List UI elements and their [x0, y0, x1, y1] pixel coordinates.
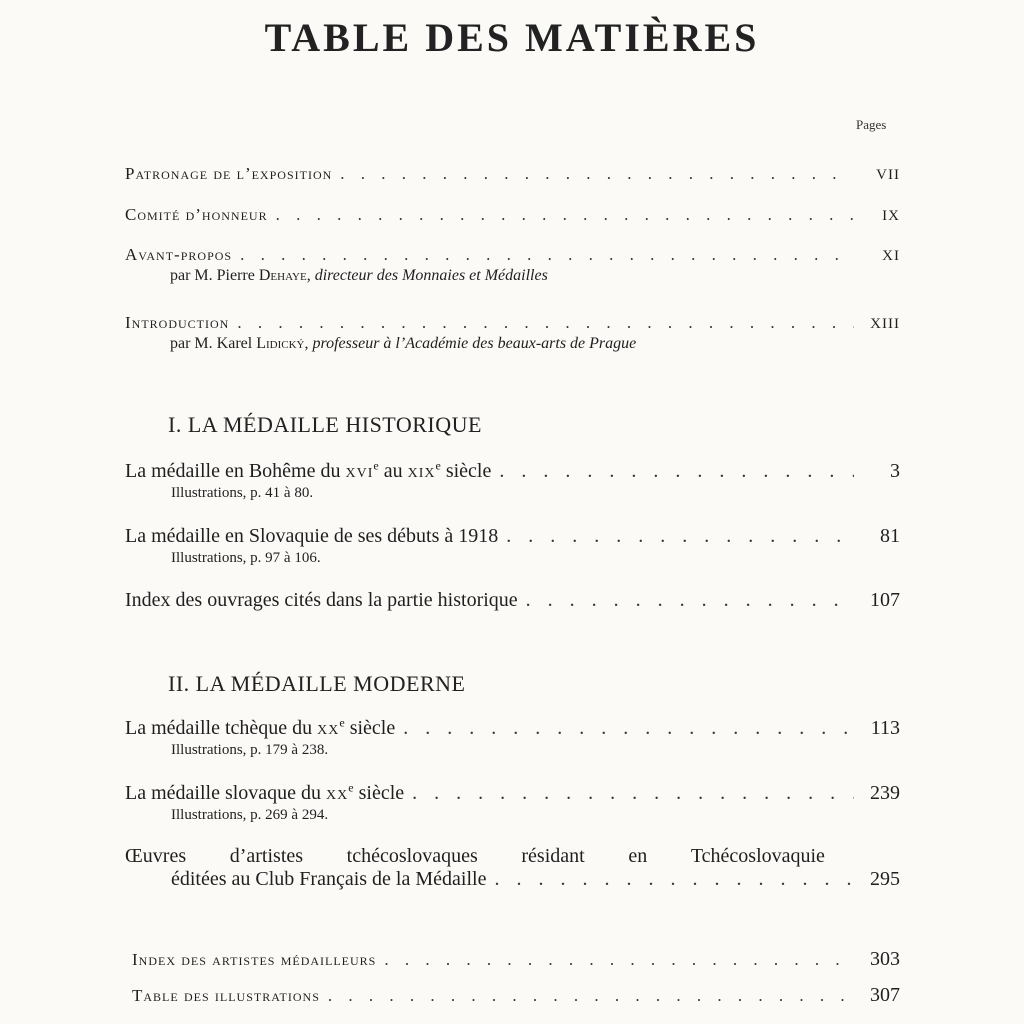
leader-dots: [340, 164, 854, 184]
toc-entry-slovaquie[interactable]: [125, 525, 900, 567]
toc-entry-author: [170, 335, 900, 353]
toc-page-number: 113: [870, 717, 900, 739]
author-name: Dehaye: [258, 267, 307, 284]
word: résidant: [521, 845, 585, 867]
toc-entry-label: Table des illustrations: [132, 986, 320, 1005]
superscript: e: [339, 715, 345, 730]
century-numeral: xx: [326, 782, 349, 804]
toc-entry-label: Patronage de l’exposition: [125, 164, 333, 183]
superscript: e: [348, 780, 354, 795]
leader-dots: [384, 950, 854, 970]
toc-entry-label: La médaille en Slovaquie de ses débuts à 1918: [125, 525, 499, 547]
toc-entry-tcheque[interactable]: [125, 717, 900, 759]
superscript: e: [373, 458, 379, 473]
toc-entry-label-line2: éditées au Club Français de la Médaille: [171, 868, 487, 890]
label-part: La médaille tchèque du: [125, 717, 318, 739]
illustrations-ref: Illustrations, p. 41 à 80.: [171, 485, 314, 501]
word: d’artistes: [229, 845, 304, 867]
leader-dots: [237, 313, 854, 333]
toc-entry-slovaque[interactable]: [125, 782, 900, 824]
toc-page-number: 107: [870, 589, 900, 611]
illustrations-ref: Illustrations, p. 179 à 238.: [171, 742, 329, 758]
label-part: siècle: [344, 717, 396, 739]
toc-entry-index-ouvrages[interactable]: [125, 589, 900, 612]
toc-page-number: XIII: [870, 316, 900, 332]
toc-entry-label: Comité d’honneur: [125, 205, 268, 224]
toc-entry-label: [125, 717, 395, 740]
toc-entry-avant-propos[interactable]: [125, 245, 900, 285]
leader-dots: [499, 460, 854, 483]
word: en: [628, 845, 648, 867]
toc-page-number: IX: [882, 208, 900, 224]
section-heading-moderne: II. LA MÉDAILLE MODERNE: [168, 671, 466, 696]
toc-entry-comite[interactable]: [125, 205, 900, 225]
illustrations-ref: Illustrations, p. 97 à 106.: [171, 550, 321, 566]
toc-entry-table-illustrations[interactable]: [132, 984, 900, 1007]
toc-entry-label: Index des artistes médailleurs: [132, 950, 377, 969]
toc-entry-index-artistes[interactable]: [132, 948, 900, 971]
author-prefix: par M. Karel: [170, 335, 257, 352]
label-part: au: [378, 460, 408, 482]
leader-dots: [494, 868, 854, 891]
label-part: siècle: [353, 782, 405, 804]
illustrations-ref: Illustrations, p. 269 à 294.: [171, 807, 329, 823]
toc-page-number: 239: [870, 782, 900, 804]
toc-entry-label: [125, 460, 491, 483]
label-part: La médaille slovaque du: [125, 782, 327, 804]
toc-page-number: XI: [882, 248, 900, 264]
century-numeral: xix: [407, 460, 436, 482]
leader-dots: [526, 589, 854, 612]
section-heading-historique: I. LA MÉDAILLE HISTORIQUE: [168, 412, 482, 437]
toc-entry-label: Introduction: [125, 313, 230, 332]
leader-dots: [403, 717, 854, 740]
author-name: Lidický: [256, 335, 305, 352]
word: tchécoslovaques: [346, 845, 478, 867]
toc-entry-author: [170, 267, 900, 285]
leader-dots: [328, 986, 854, 1006]
toc-entry-oeuvres[interactable]: [125, 845, 900, 891]
author-separator: ,: [306, 267, 315, 284]
word: Tchécoslovaquie: [690, 845, 825, 867]
toc-page-number: 303: [870, 948, 900, 970]
toc-entry-label-line1: [125, 845, 825, 868]
toc-entry-boheme[interactable]: [125, 460, 900, 502]
toc-page-number: 295: [870, 868, 900, 890]
toc-entry-label: Avant-propos: [125, 245, 233, 264]
word: Œuvres: [125, 845, 187, 867]
toc-entry-label: Index des ouvrages cités dans la partie historique: [125, 589, 518, 611]
century-numeral: xvi: [345, 460, 374, 482]
leader-dots: [412, 782, 854, 805]
leader-dots: [240, 245, 854, 265]
toc-entry-label: [125, 782, 404, 805]
pages-column-label: Pages: [856, 117, 887, 132]
leader-dots: [506, 525, 854, 548]
century-numeral: xx: [317, 717, 340, 739]
toc-page-number: 81: [880, 525, 900, 547]
author-prefix: par M. Pierre: [170, 267, 259, 284]
author-role: directeur des Monnaies et Médailles: [314, 267, 548, 284]
toc-page-number: 307: [870, 984, 900, 1006]
toc-entry-introduction[interactable]: [125, 313, 900, 353]
toc-entry-patronage[interactable]: [125, 164, 900, 184]
leader-dots: [276, 205, 854, 225]
author-separator: ,: [304, 335, 313, 352]
toc-page-number: VII: [876, 167, 900, 183]
page-title: TABLE DES MATIÈRES: [264, 15, 760, 60]
label-part: La médaille en Bohême du: [125, 460, 346, 482]
toc-page-number: 3: [890, 460, 900, 482]
label-part: siècle: [440, 460, 492, 482]
superscript: e: [435, 458, 441, 473]
author-role: professeur à l’Académie des beaux-arts de Prague: [312, 335, 637, 352]
